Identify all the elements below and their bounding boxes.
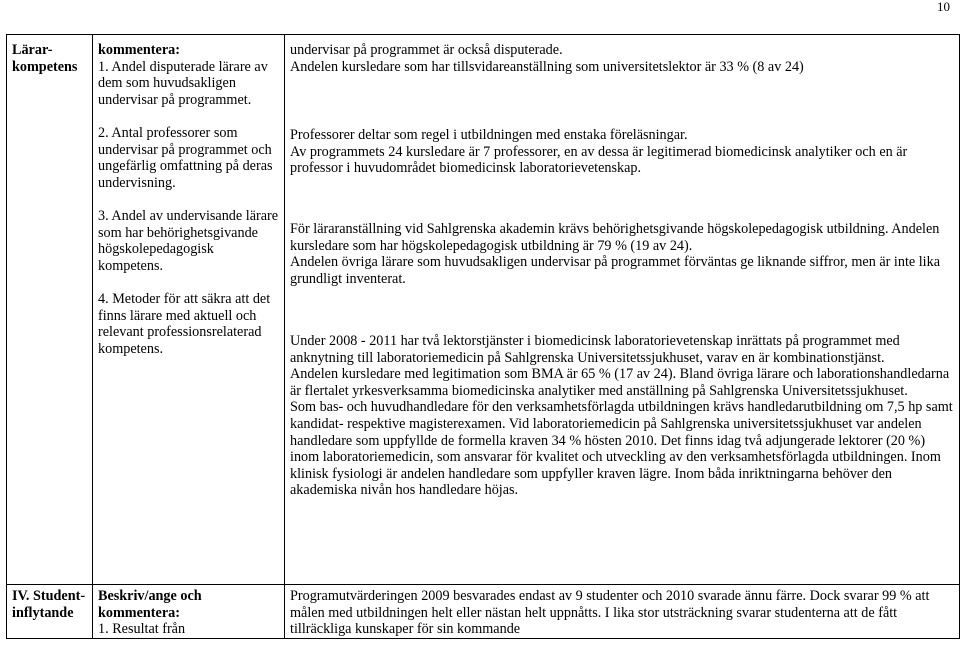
criterion-text: 4. Metoder för att säkra att det finns lärare med aktuell och relevant professionsrelaterad kompetens. <box>98 290 271 357</box>
comment-cell <box>285 585 960 639</box>
evaluation-table <box>6 34 960 639</box>
comment-paragraph: För läraranställning vid Sahlgrenska akademin krävs behörighetsgivande högskolepedagogisk utbildning. Andelen kursledare som har högskolepedagogisk utbildning är 79 % (19 av 24). <box>290 221 940 254</box>
comment-block-4 <box>290 333 954 499</box>
table-row-larakompetens <box>7 35 960 585</box>
area-label: Lärar-kompetens <box>12 42 78 75</box>
comment-paragraph: Andelen kursledare med legitimation som BMA är 65 % (17 av 24). Bland övriga lärare och laborationshandledarna är flertalet yrkesverksamma biomedicinska analytiker med anställning på Sahlgrenska Universitetssjukhuset. <box>290 366 950 399</box>
criterion-text: 1. Andel disputerade lärare av dem som huvudsakligen undervisar på programmet. <box>98 58 268 108</box>
criteria-cell <box>93 585 285 639</box>
criterion-4 <box>98 291 279 357</box>
comment-paragraph: Andelen övriga lärare som huvudsakligen undervisar på programmet förväntas ge liknande siffror, men är inte lika grundligt inventerat. <box>290 254 941 287</box>
area-cell <box>7 35 93 585</box>
comment-block-1 <box>290 42 954 127</box>
criterion-1 <box>98 42 279 108</box>
criterion-text: 2. Antal professorer som undervisar på programmet och ungefärlig omfattning på deras undervisning. <box>98 124 273 191</box>
comment-paragraph: Professorer deltar som regel i utbildningen med enstaka föreläsningar. <box>290 127 688 143</box>
comment-paragraph: undervisar på programmet är också disputerade. <box>290 42 563 58</box>
criterion-text: 3. Andel av undervisande lärare som har behörighetsgivande högskolepedagogisk kompetens. <box>98 207 279 274</box>
criterion-2 <box>98 125 279 191</box>
comment-paragraph: Programutvärderingen 2009 besvarades endast av 9 studenter och 2010 svarade ännu färre. Dock svarar 99 % att målen med utbildningen helt eller nästan helt uppnåtts. I lika stor utsträckning svarar studenterna att de fått tillräckliga kunskaper för sin kommande <box>290 588 930 638</box>
criterion-heading: kommentera: <box>98 42 180 58</box>
criterion-heading: Beskriv/ange och kommentera: <box>98 588 202 621</box>
table-row-studentinflytande <box>7 585 960 639</box>
comment-paragraph: Av programmets 24 kursledare är 7 professorer, en av dessa är legitimerad biomedicinsk analytiker och en är professor i huvudområdet biomedicinsk laboratorievetenskap. <box>290 143 908 177</box>
comment-paragraph: Som bas- och huvudhandledare för den verksamhetsförlagda utbildningen krävs handledarutbildning om 7,5 hp samt kandidat- respektive magisterexamen. Vid laboratoriemedicin på Sahlgrenska universitetssjukhuset var andelen handledare som uppfyllde de formella kraven 34 % hösten 2010. Det finns idag två adjungerade lektorer (20 %) inom laboratoriemedicin, som ansvarar för kvalitet och utveckling av den verksamhetsförlagda utbildningen. Inom klinisk fysiologi är andelen handledare som uppfyller kraven lägre. Inom båda inriktningarna behöver den akademiska nivån hos handledare höjas. <box>290 399 953 499</box>
page-number: 10 <box>937 0 950 14</box>
comment-block-3 <box>290 221 954 333</box>
criterion-text: 1. Resultat från <box>98 621 186 638</box>
criteria-cell <box>93 35 285 585</box>
comment-paragraph: Under 2008 - 2011 har två lektorstjänster i biomedicinsk laboratorievetenskap inrättats på programmet med anknytning till laboratoriemedicin på Sahlgrenska Universitetssjukhuset, varav en är kombinationstjänst. <box>290 333 900 366</box>
comment-paragraph: Andelen kursledare som har tillsvidareanställning som universitetslektor är 33 % (8 av 24) <box>290 58 804 75</box>
area-label: IV. Student-inflytande <box>12 588 86 621</box>
comment-block-2 <box>290 127 954 221</box>
comment-cell <box>285 35 960 585</box>
criterion-3 <box>98 208 279 274</box>
area-cell <box>7 585 93 639</box>
